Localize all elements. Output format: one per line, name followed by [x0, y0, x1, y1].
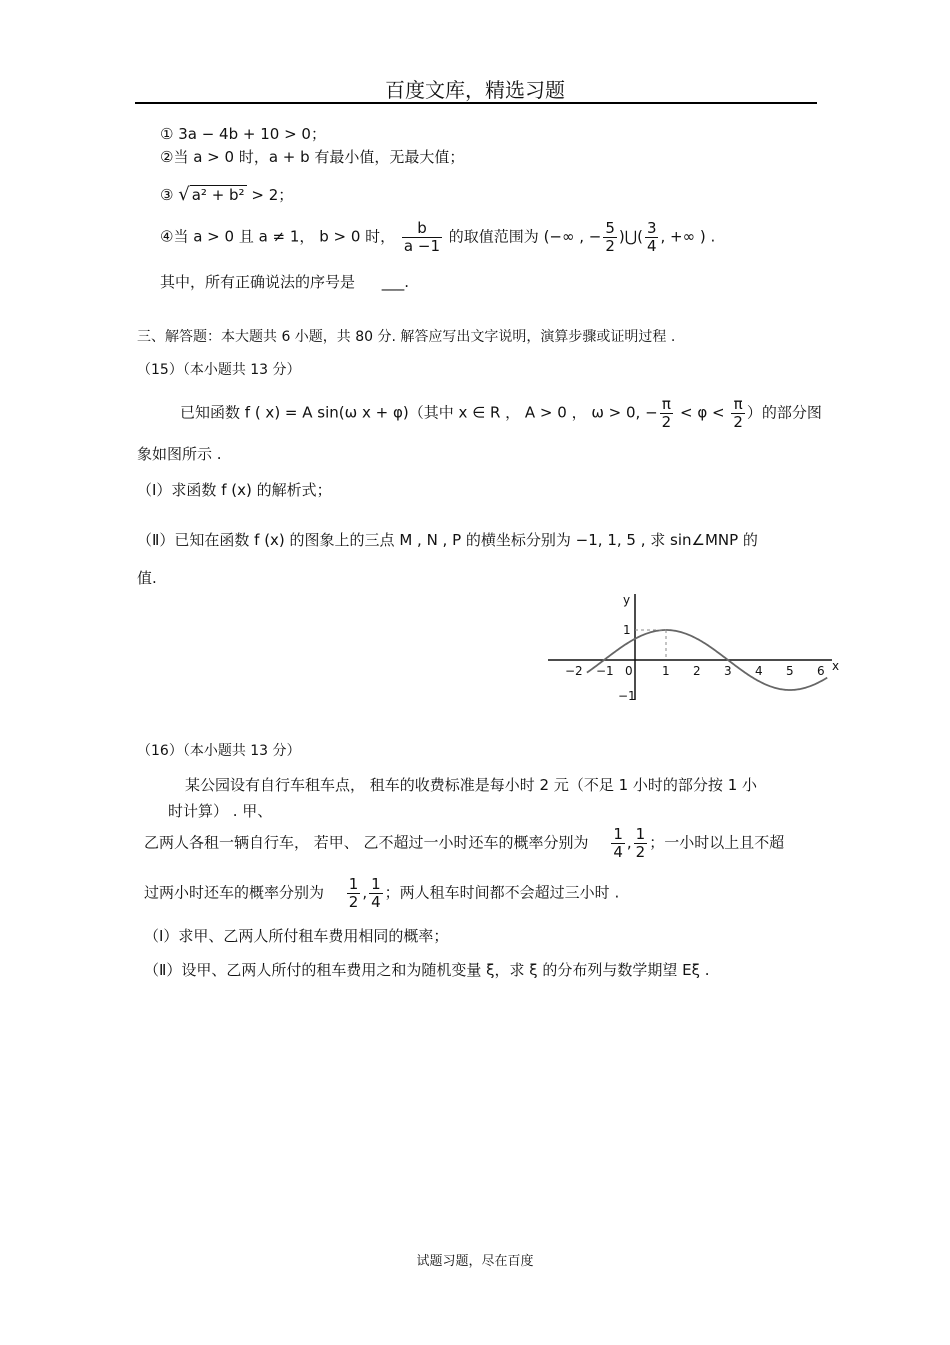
x-tick-label: 2: [693, 664, 701, 678]
q16-part-2: （Ⅱ）设甲、乙两人所付的租车费用之和为随机变量 ξ，求 ξ 的分布列与数学期望 Eξ .: [144, 961, 710, 979]
q15-stem-c: 象如图所示 .: [137, 445, 222, 463]
graph-axes: [548, 593, 839, 703]
section-3-heading: 三、解答题：本大题共 6 小题，共 80 分. 解答应写出文字说明，演算步骤或证明过程 .: [137, 329, 676, 345]
q15-frac-pi-2b: $\frac{\pi}{2}$: [733, 395, 743, 431]
x-tick-label: 1: [662, 664, 670, 678]
x-tick-label: 0: [625, 664, 633, 678]
item-4-frac-5-2: $\frac{5}{2}$: [605, 219, 615, 255]
q15-part-2b: 值.: [137, 569, 157, 587]
q16-line-4: 过两小时还车的概率分别为 $\frac{1}{2}$ , $\frac{1}{4}$ ；两人租车时间都不会超过三小时 .: [144, 875, 620, 911]
q16-heading: （16）（本小题共 13 分）: [137, 743, 301, 759]
item-4-prefix: ④当 a > 0 且 a ≠ 1， b > 0 时，: [160, 227, 396, 246]
y-tick-label: −1: [618, 689, 636, 703]
q16-part-1: （Ⅰ）求甲、乙两人所付租车费用相同的概率；: [144, 927, 449, 945]
q16-line-1: 某公园设有自行车租车点， 租车的收费标准是每小时 2 元（不足 1 小时的部分按 1 小: [185, 776, 758, 794]
q16-frac-1-4b: $\frac{1}{4}$: [371, 875, 381, 911]
q15-heading: （15）（本小题共 13 分）: [137, 362, 301, 378]
x-tick-label: 6: [817, 664, 825, 678]
q16-line-3b: ；一小时以上且不超: [649, 833, 785, 852]
item-3-prefix: ③: [160, 186, 174, 204]
q16-line-4b: ；两人租车时间都不会超过三小时 .: [384, 883, 620, 902]
item-3-radicand: a² + b²: [191, 186, 245, 204]
x-tick-label: 3: [724, 664, 732, 678]
q16-line-4a: 过两小时还车的概率分别为: [144, 883, 325, 902]
item-4: [160, 220, 715, 254]
page-footer: 试题习题，尽在百度: [416, 1254, 534, 1269]
x-tick-label: 4: [755, 664, 763, 678]
item-4-frac-3-4: $\frac{3}{4}$: [646, 219, 657, 255]
q16-line-3a: 乙两人各租一辆自行车， 若甲、 乙不超过一小时还车的概率分别为: [144, 833, 589, 852]
item-3: ③ √ a² + b² > 2；: [160, 184, 294, 205]
q16-line-3: 乙两人各租一辆自行车， 若甲、 乙不超过一小时还车的概率分别为 $\frac{1}{4}$ , $\frac{1}{2}$ ；一小时以上且不超: [144, 825, 785, 861]
q16-line-2: 时计算） . 甲、: [168, 802, 273, 820]
item-4-range-a: (−∞ , −: [543, 227, 602, 246]
item-ask: [160, 271, 409, 292]
item-2: ②当 a > 0 时，a + b 有最小值，无最大值；: [160, 148, 465, 166]
q16-frac-1-2: $\frac{1}{2}$: [635, 825, 646, 861]
x-tick-label: 5: [786, 664, 794, 678]
item-4-frac: $\frac{b}{a -1}$: [403, 219, 440, 255]
y-tick-label: 1: [623, 623, 631, 637]
header-rule: [135, 102, 817, 104]
q15-stem-b: ）的部分图: [746, 403, 822, 422]
q15-part-2: （Ⅱ）已知在函数 f (x) 的图象上的三点 M , N , P 的横坐标分别为 −1, 1, 5 , 求 sin∠MNP 的: [137, 531, 758, 549]
x-tick-label: −2: [565, 664, 583, 678]
q16-frac-1-2b: $\frac{1}{2}$: [348, 875, 359, 911]
item-4-range-c: , +∞ ) .: [660, 227, 716, 246]
q15-lt: < φ <: [680, 403, 725, 422]
item-4-range-b: )⋃(: [618, 227, 643, 246]
page-title: 百度文库，精选习题: [385, 78, 565, 102]
item-3-suffix: > 2；: [251, 186, 294, 204]
item-1: ① 3a − 4b + 10 > 0；: [160, 125, 326, 143]
y-axis-label: y: [623, 593, 631, 607]
q15-part-1: （Ⅰ）求函数 f (x) 的解析式；: [137, 481, 332, 499]
x-axis-label: x: [832, 659, 840, 673]
answer-blank: ___.: [381, 273, 410, 291]
x-tick-label: −1: [596, 664, 614, 678]
ask-text: 其中，所有正确说法的序号是: [160, 273, 356, 291]
q16-frac-1-4: $\frac{1}{4}$: [613, 825, 623, 861]
item-4-mid: 的取值范围为: [448, 227, 539, 246]
q15-frac-pi-2a: $\frac{\pi}{2}$: [661, 395, 672, 431]
q15-stem-a: 已知函数 f ( x) = A sin(ω x + φ)（其中 x ∈ R ， A > 0 ， ω > 0, −: [180, 403, 658, 422]
function-graph: [540, 588, 845, 706]
q15-stem: [180, 396, 822, 430]
